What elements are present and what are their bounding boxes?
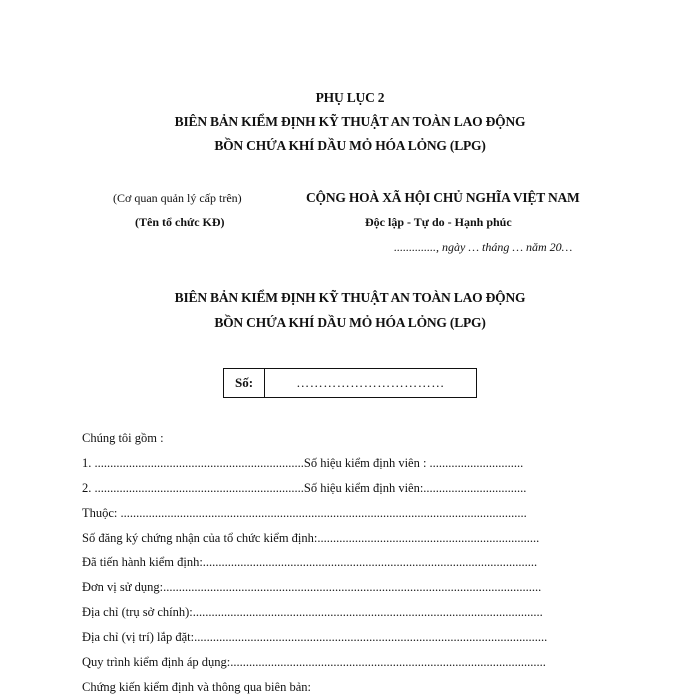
report-number-box	[223, 368, 477, 398]
report-title-line1: BIÊN BẢN KIỂM ĐỊNH KỸ THUẬT AN TOÀN LAO ĐỘNG	[174, 290, 526, 305]
head-office-address-line: Địa chỉ (trụ sở chính):................................................................................................................	[82, 605, 543, 619]
procedure-line: Quy trình kiểm định áp dụng:.....................................................................................................	[82, 655, 546, 669]
header-title-line1: BIÊN BẢN KIỂM ĐỊNH KỸ THUẬT AN TOÀN LAO ĐỘNG	[174, 114, 526, 129]
user-unit-line: Đơn vị sử dụng:.........................................................................................................................	[82, 580, 542, 594]
intro-text: Chúng tôi gồm :	[82, 431, 164, 445]
report-number-label: Số:	[224, 369, 265, 397]
date-line: .............., ngày … tháng … năm 20…	[394, 240, 573, 254]
agency-label: (Cơ quan quản lý cấp trên)	[113, 191, 242, 205]
witness-line: Chứng kiến kiểm định và thông qua biên bản:	[82, 680, 311, 694]
national-motto: Độc lập - Tự do - Hạnh phúc	[365, 215, 512, 229]
appendix-title: PHỤ LỤC 2	[315, 90, 385, 105]
report-title-line2: BỒN CHỨA KHÍ DẦU MỎ HÓA LỎNG (LPG)	[214, 315, 486, 330]
affiliation-line: Thuộc: ..................................................................................................................................	[82, 506, 527, 520]
registration-number-line: Số đăng ký chứng nhận của tổ chức kiểm định:.......................................................................	[82, 531, 540, 545]
inspector-1-line: 1. ...................................................................Số hiệu kiểm định viên : ..............................	[82, 456, 524, 470]
organization-label: (Tên tổ chức KĐ)	[135, 215, 225, 229]
inspection-performed-line: Đã tiến hành kiểm định:...........................................................................................................	[82, 555, 538, 569]
country-name: CỘNG HOÀ XÃ HỘI CHỦ NGHĨA VIỆT NAM	[306, 190, 580, 205]
inspector-2-line: 2. ...................................................................Số hiệu kiểm định viên:.................................	[82, 481, 527, 495]
installation-address-line: Địa chỉ (vị trí) lắp đặt:.................................................................................................................	[82, 630, 548, 644]
report-number-field: ……………………………	[296, 375, 445, 390]
header-title-line2: BỒN CHỨA KHÍ DẦU MỎ HÓA LỎNG (LPG)	[214, 138, 486, 153]
